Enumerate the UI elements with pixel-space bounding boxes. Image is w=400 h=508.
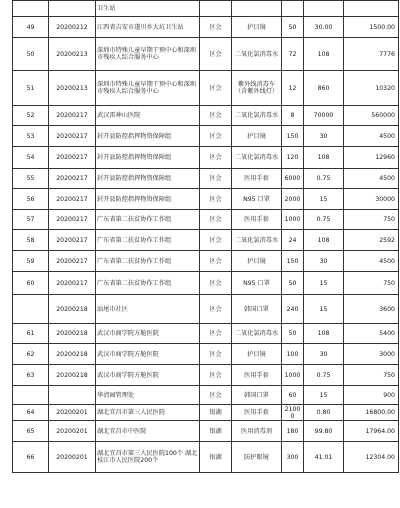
cell-date — [49, 1, 96, 17]
cell-area: 区会 — [200, 365, 232, 386]
cell-amount: 17964.00 — [344, 421, 399, 442]
cell-no — [13, 295, 49, 324]
cell-no: 55 — [13, 169, 49, 189]
cell-item: 医用手套 — [232, 169, 282, 189]
cell-recipient: 广东省第二扶贫协作工作组 — [96, 272, 200, 295]
cell-unit-price: 860 — [304, 71, 344, 106]
cell-item: 医用手套 — [232, 405, 282, 421]
table-row — [13, 230, 399, 251]
cell-area: 区会 — [200, 324, 232, 344]
cell-quantity: 6000 — [282, 169, 304, 189]
cell-date: 20200217 — [49, 210, 96, 230]
cell-date: 20200201 — [49, 442, 96, 473]
cell-area: 区会 — [200, 272, 232, 295]
cell-quantity: 1000 — [282, 365, 304, 386]
table-row — [13, 210, 399, 230]
cell-item: 二氧化氯消毒水 — [232, 38, 282, 71]
cell-item: 二氧化氯消毒水 — [232, 147, 282, 169]
donation-table — [12, 0, 399, 473]
cell-unit-price: 99.80 — [304, 421, 344, 442]
cell-recipient: 武汉市商学院方舱医院 — [96, 324, 200, 344]
cell-unit-price: 108 — [304, 147, 344, 169]
cell-date: 20200217 — [49, 147, 96, 169]
cell-item: 护目镜 — [232, 126, 282, 147]
cell-amount: 5400 — [344, 324, 399, 344]
cell-unit-price: 30 — [304, 126, 344, 147]
cell-amount: 560000 — [344, 106, 399, 126]
cell-area: 银湖 — [200, 405, 232, 421]
cell-item: 二氧化氯消毒水 — [232, 324, 282, 344]
cell-item: 护目镜 — [232, 344, 282, 365]
cell-quantity: 50 — [282, 17, 304, 38]
cell-amount: 10320 — [344, 71, 399, 106]
cell-unit-price: 15 — [304, 386, 344, 405]
cell-date: 20200201 — [49, 421, 96, 442]
cell-area: 区会 — [200, 38, 232, 71]
table-row — [13, 405, 399, 421]
table-row — [13, 147, 399, 169]
cell-unit-price: 70000 — [304, 106, 344, 126]
cell-no — [13, 1, 49, 17]
cell-no: 50 — [13, 38, 49, 71]
cell-amount: 750 — [344, 365, 399, 386]
cell-unit-price: 0.75 — [304, 210, 344, 230]
cell-recipient: 深圳市特殊儿童早期干预中心和深圳市残疾人综合服务中心 — [96, 71, 200, 106]
cell-quantity: 300 — [282, 442, 304, 473]
cell-recipient: 华清园管理处 — [96, 386, 200, 405]
cell-no: 65 — [13, 421, 49, 442]
cell-area: 区会 — [200, 295, 232, 324]
cell-item: 二氧化氯消毒水 — [232, 106, 282, 126]
cell-area: 区会 — [200, 126, 232, 147]
table-row — [13, 106, 399, 126]
cell-recipient: 武汉市商学院方舱医院 — [96, 344, 200, 365]
cell-unit-price: 108 — [304, 38, 344, 71]
cell-amount: 12960 — [344, 147, 399, 169]
cell-quantity: 21000 — [282, 405, 304, 421]
cell-amount: 12304.00 — [344, 442, 399, 473]
cell-date — [49, 386, 96, 405]
table-row — [13, 169, 399, 189]
cell-date: 20200218 — [49, 344, 96, 365]
table-row — [13, 344, 399, 365]
cell-recipient: 封开县防控指挥物资保障组 — [96, 189, 200, 210]
cell-unit-price: 0.75 — [304, 365, 344, 386]
cell-date: 20200218 — [49, 365, 96, 386]
cell-date: 20200217 — [49, 272, 96, 295]
cell-recipient: 广东省第二扶贫协作工作组 — [96, 230, 200, 251]
cell-date: 20200217 — [49, 106, 96, 126]
cell-no: 49 — [13, 17, 49, 38]
cell-amount: 1500.00 — [344, 17, 399, 38]
cell-area — [200, 1, 232, 17]
cell-item: 韩国口罩 — [232, 295, 282, 324]
cell-unit-price: 108 — [304, 230, 344, 251]
cell-date: 20200218 — [49, 295, 96, 324]
cell-unit-price: 0.75 — [304, 169, 344, 189]
table-row — [13, 251, 399, 272]
cell-item: 医用手套 — [232, 210, 282, 230]
table-row — [13, 365, 399, 386]
cell-item: 护目镜 — [232, 17, 282, 38]
cell-quantity: 150 — [282, 126, 304, 147]
cell-date: 20200201 — [49, 405, 96, 421]
cell-unit-price — [304, 1, 344, 17]
cell-recipient: 封开县防控指挥物资保障组 — [96, 169, 200, 189]
cell-quantity: 24 — [282, 230, 304, 251]
cell-amount: 4500 — [344, 169, 399, 189]
cell-quantity: 240 — [282, 295, 304, 324]
cell-amount: 4500 — [344, 126, 399, 147]
cell-item: 二氧化氯消毒水 — [232, 230, 282, 251]
table-row — [13, 71, 399, 106]
cell-recipient: 封开县防控指挥物资保障组 — [96, 126, 200, 147]
cell-area: 区会 — [200, 251, 232, 272]
cell-item — [232, 1, 282, 17]
cell-no: 52 — [13, 106, 49, 126]
cell-area: 区会 — [200, 344, 232, 365]
cell-quantity: 8 — [282, 106, 304, 126]
cell-no: 64 — [13, 405, 49, 421]
cell-amount: 750 — [344, 272, 399, 295]
cell-item: 护目镜 — [232, 251, 282, 272]
cell-no — [13, 386, 49, 405]
cell-recipient: 武汉雷神山医院 — [96, 106, 200, 126]
cell-item: 医用消毒剂 — [232, 421, 282, 442]
cell-item: 医用手套 — [232, 365, 282, 386]
cell-date: 20200217 — [49, 189, 96, 210]
cell-recipient: 汕尾市社区 — [96, 295, 200, 324]
cell-area: 区会 — [200, 210, 232, 230]
cell-recipient: 广东省第二扶贫协作工作组 — [96, 210, 200, 230]
cell-no: 54 — [13, 147, 49, 169]
cell-amount: 7776 — [344, 38, 399, 71]
cell-amount: 16800.00 — [344, 405, 399, 421]
cell-area: 区会 — [200, 386, 232, 405]
cell-item: N95 口罩 — [232, 272, 282, 295]
table-row — [13, 17, 399, 38]
cell-quantity: 2000 — [282, 189, 304, 210]
cell-item: 防护眼镜 — [232, 442, 282, 473]
cell-quantity: 180 — [282, 421, 304, 442]
cell-recipient: 封开县防控指挥物资保障组 — [96, 147, 200, 169]
cell-quantity: 50 — [282, 324, 304, 344]
cell-no: 61 — [13, 324, 49, 344]
cell-no: 56 — [13, 189, 49, 210]
table-row — [13, 386, 399, 405]
cell-recipient: 湖北宜昌市中医院 — [96, 421, 200, 442]
cell-recipient: 武汉市商学院方舱医院 — [96, 365, 200, 386]
cell-quantity: 72 — [282, 38, 304, 71]
cell-no: 57 — [13, 210, 49, 230]
cell-unit-price: 41.01 — [304, 442, 344, 473]
table-row — [13, 126, 399, 147]
cell-date: 20200217 — [49, 169, 96, 189]
cell-quantity: 1000 — [282, 210, 304, 230]
cell-recipient: 卫生站 — [96, 1, 200, 17]
table-row — [13, 38, 399, 71]
cell-amount: 4500 — [344, 251, 399, 272]
cell-no: 63 — [13, 365, 49, 386]
cell-no: 60 — [13, 272, 49, 295]
table-row — [13, 421, 399, 442]
table-row — [13, 189, 399, 210]
cell-recipient: 江西省吉安市遂川乡大坑卫生站 — [96, 17, 200, 38]
cell-date: 20200212 — [49, 17, 96, 38]
cell-area: 银湖 — [200, 421, 232, 442]
cell-amount: 750 — [344, 210, 399, 230]
table-body — [13, 1, 399, 473]
table-row — [13, 1, 399, 17]
cell-amount: 2592 — [344, 230, 399, 251]
cell-quantity: 60 — [282, 386, 304, 405]
cell-area: 区会 — [200, 189, 232, 210]
cell-area: 区会 — [200, 106, 232, 126]
cell-no: 66 — [13, 442, 49, 473]
table-row — [13, 324, 399, 344]
cell-unit-price: 15 — [304, 189, 344, 210]
cell-area: 银湖 — [200, 442, 232, 473]
cell-area: 区会 — [200, 71, 232, 106]
cell-quantity: 120 — [282, 147, 304, 169]
cell-unit-price: 15 — [304, 272, 344, 295]
table-row — [13, 295, 399, 324]
cell-no: 62 — [13, 344, 49, 365]
cell-item: N95 口罩 — [232, 189, 282, 210]
cell-no: 51 — [13, 71, 49, 106]
cell-quantity: 150 — [282, 251, 304, 272]
cell-date: 20200213 — [49, 38, 96, 71]
cell-area: 区会 — [200, 169, 232, 189]
cell-quantity — [282, 1, 304, 17]
cell-date: 20200217 — [49, 230, 96, 251]
cell-no: 58 — [13, 230, 49, 251]
cell-no: 53 — [13, 126, 49, 147]
cell-date: 20200213 — [49, 71, 96, 106]
cell-amount: 3600 — [344, 295, 399, 324]
table-row — [13, 272, 399, 295]
cell-unit-price: 15 — [304, 295, 344, 324]
cell-item: 紫外线消毒车（含紫外线灯） — [232, 71, 282, 106]
table-row — [13, 442, 399, 473]
cell-recipient: 湖北宜昌市第三人民医院100个 湖北枝江市人民医院200个 — [96, 442, 200, 473]
cell-no: 59 — [13, 251, 49, 272]
cell-item: 韩国口罩 — [232, 386, 282, 405]
cell-amount: 3000 — [344, 344, 399, 365]
cell-date: 20200217 — [49, 251, 96, 272]
cell-unit-price: 30 — [304, 344, 344, 365]
cell-amount — [344, 1, 399, 17]
cell-unit-price: 30 — [304, 251, 344, 272]
cell-date: 20200217 — [49, 126, 96, 147]
cell-area: 区会 — [200, 147, 232, 169]
cell-quantity: 100 — [282, 344, 304, 365]
cell-recipient: 湖北宜昌市第三人民医院 — [96, 405, 200, 421]
cell-unit-price: 108 — [304, 324, 344, 344]
cell-unit-price: 30.00 — [304, 17, 344, 38]
cell-quantity: 50 — [282, 272, 304, 295]
cell-amount: 30000 — [344, 189, 399, 210]
cell-unit-price: 0.80 — [304, 405, 344, 421]
cell-date: 20200218 — [49, 324, 96, 344]
cell-recipient: 深圳市特殊儿童早期干预中心和深圳市残疾人综合服务中心 — [96, 38, 200, 71]
cell-amount: 900 — [344, 386, 399, 405]
cell-area: 区会 — [200, 17, 232, 38]
cell-area: 区会 — [200, 230, 232, 251]
cell-recipient: 广东省第二扶贫协作工作组 — [96, 251, 200, 272]
cell-quantity: 12 — [282, 71, 304, 106]
